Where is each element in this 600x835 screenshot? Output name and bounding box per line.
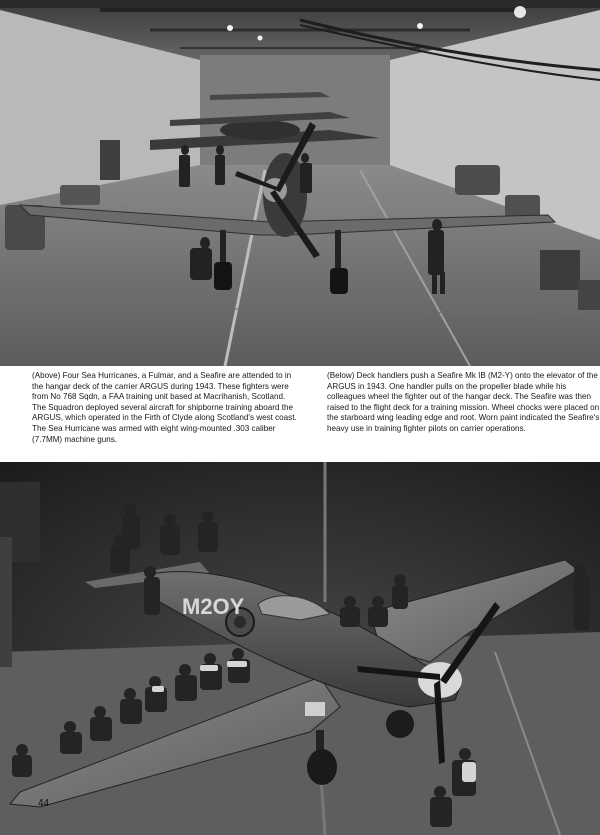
- caption-below: (Below) Deck handlers push a Seafire Mk IB (M2-Y) onto the elevator of the ARGUS in 1943. One handler pulls on the propeller blade while his colleagues wheel the fighter out of the hangar deck. The Seafire was then raised to the flight deck for a training mission. Wheel chocks were placed on the starboard wing leading edge and root. Worn paint indicated the Seafire's heavy use in training fighter pilots on carrier operations.: [327, 371, 600, 433]
- seafire-illustration: [0, 462, 600, 835]
- aircraft-code-letters: M2OY: [182, 594, 245, 619]
- caption-area: [0, 366, 600, 462]
- hangar-deck-illustration: [0, 0, 600, 366]
- seafire-elevator-photo: [0, 462, 600, 835]
- caption-above: (Above) Four Sea Hurricanes, a Fulmar, and a Seafire are attended to in the hangar deck of the carrier ARGUS during 1943. These fighters were from No 768 Sqdn, a FAA training unit based at Macrihanish, Scotland. The Squadron deployed several aircraft for shipborne training aboard the ARGUS, which operated in the Firth of Clyde along Scotland's west coast. The Sea Hurricane was armed with eight wing-mounted .303 caliber (7.7MM) machine guns.: [32, 371, 297, 444]
- hangar-deck-photo: [0, 0, 600, 366]
- page-number: 44: [38, 798, 50, 809]
